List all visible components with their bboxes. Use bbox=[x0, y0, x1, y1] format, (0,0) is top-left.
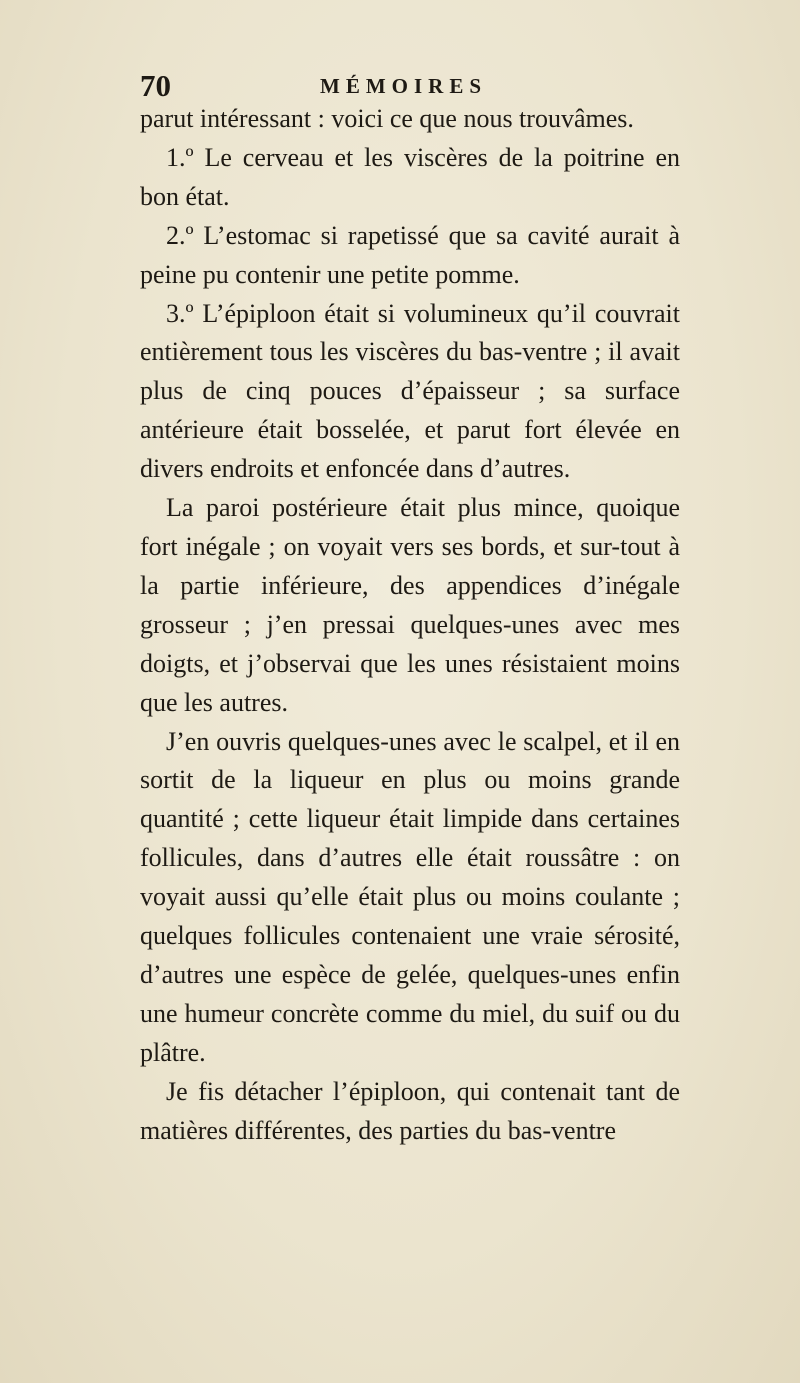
paragraph-scalpel: J’en ouvris quelques-unes avec le scalpel, et il en sortit de la liqueur en plus ou moins grande quantité ; cette liqueur était limpide dans certaines follicules, dans d’autres elle était roussâtre : on voyait aussi qu’elle était plus ou moins coulante ; quelques follicules contenaient une vraie sérosité, d’autres une espèce de gelée, quelques-unes enfin une humeur concrète comme du miel, du suif ou du plâtre. bbox=[140, 726, 680, 1067]
page-number: 70 bbox=[140, 68, 171, 103]
paragraph-item-3: 3.º L’épiploon était si volumineux qu’il couvrait entièrement tous les viscères du bas-ventre ; il avait plus de cinq pouces d’épaisseur ; sa surface antérieure était bosselée, et parut fort élevée en divers endroits et enfoncée dans d’autres. bbox=[140, 298, 680, 484]
paragraph-posterior-wall: La paroi postérieure était plus mince, quoique fort inégale ; on voyait vers ses bords, et sur-tout à la partie inférieure, des appendices d’inégale grosseur ; j’en pressai quelques-unes avec mes doigts, et j’observai que les unes résistaient moins que les autres. bbox=[140, 493, 680, 717]
paragraph-epiploon: Je fis détacher l’épiploon, qui contenait tant de matières différentes, des parties du bas-ventre bbox=[140, 1076, 680, 1145]
running-head: MÉMOIRES bbox=[320, 74, 488, 98]
paragraph-continuation: parut intéressant : voici ce que nous trouvâmes. bbox=[140, 104, 634, 133]
body-text bbox=[140, 100, 680, 1150]
paragraph-item-2: 2.º L’estomac si rapetissé que sa cavité aurait à peine pu contenir une petite pomme. bbox=[140, 220, 680, 289]
paragraph-item-1: 1.º Le cerveau et les viscères de la poitrine en bon état. bbox=[140, 142, 680, 211]
